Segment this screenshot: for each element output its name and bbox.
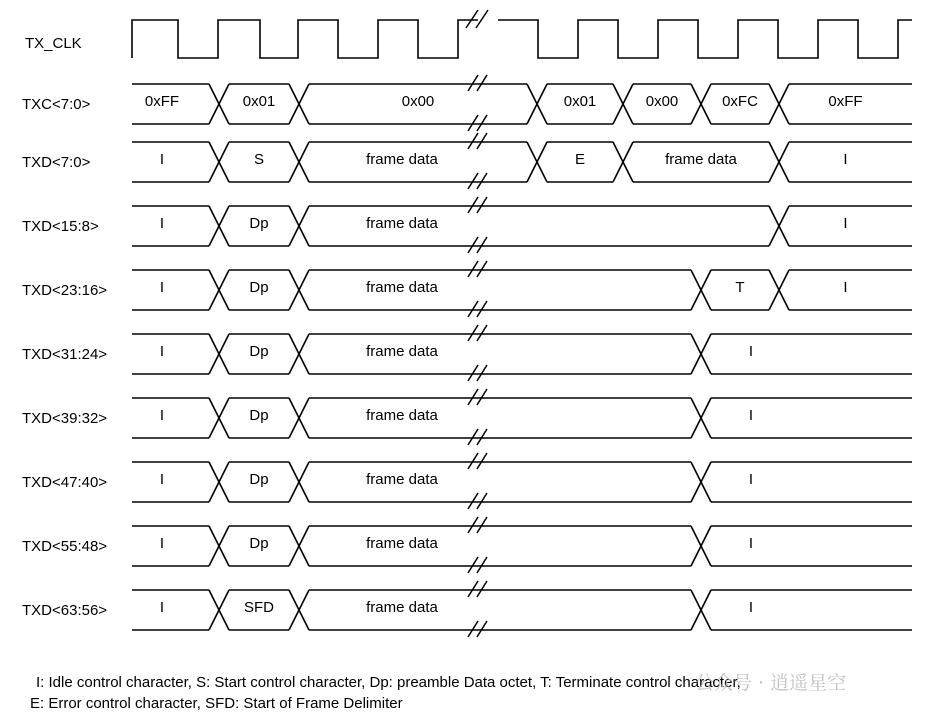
- cell-value: I: [159, 215, 165, 232]
- cell-value: Dp: [249, 407, 269, 424]
- cell-value: I: [748, 407, 754, 424]
- signal-label: TXD<7:0>: [22, 154, 91, 171]
- cell-value: I: [159, 343, 165, 360]
- cell-value: T: [735, 279, 745, 296]
- cell-value: 0xFF: [144, 93, 180, 110]
- signal-row: [22, 581, 912, 637]
- cell-value: I: [159, 151, 165, 168]
- signal-label: TXC<7:0>: [22, 96, 91, 113]
- signal-label: TXD<55:48>: [22, 538, 108, 555]
- clock-label: TX_CLK: [25, 35, 82, 52]
- signal-label: TXD<47:40>: [22, 474, 108, 491]
- clock-break-mark: [466, 10, 488, 28]
- cell-value: frame data: [665, 151, 737, 168]
- signal-row: [22, 453, 912, 509]
- cell-value: frame data: [366, 407, 438, 424]
- cell-value: I: [159, 279, 165, 296]
- cell-value: I: [843, 151, 848, 168]
- bus-waveform: [132, 142, 912, 182]
- cell-value: I: [159, 407, 165, 424]
- signal-label: TXD<63:56>: [22, 602, 108, 619]
- cell-value: SFD: [244, 599, 274, 616]
- signal-row: [22, 389, 912, 445]
- cell-value: Dp: [249, 535, 269, 552]
- cell-value: frame data: [366, 215, 438, 232]
- legend-line-2: E: Error control character, SFD: Start of Frame Delimiter: [30, 695, 403, 712]
- cell-value: frame data: [366, 535, 438, 552]
- cell-value: Dp: [249, 471, 269, 488]
- cell-value: I: [843, 279, 848, 296]
- cell-value: 0x00: [401, 93, 435, 110]
- cell-value: I: [843, 215, 848, 232]
- cell-value: frame data: [366, 279, 438, 296]
- signal-label: TXD<39:32>: [22, 410, 108, 427]
- signal-row: [22, 517, 912, 573]
- clock-waveform: [132, 20, 912, 58]
- signal-row: [22, 75, 912, 131]
- signal-row: [22, 133, 912, 189]
- cell-value: 0x01: [563, 93, 597, 110]
- cell-value: I: [748, 599, 754, 616]
- cell-value: I: [159, 599, 165, 616]
- cell-value: 0xFC: [722, 93, 758, 110]
- cell-value: I: [159, 471, 165, 488]
- cell-value: I: [748, 535, 754, 552]
- cell-value: frame data: [366, 599, 438, 616]
- cell-value: Dp: [249, 215, 269, 232]
- cell-value: 0x01: [242, 93, 276, 110]
- signal-row: [22, 197, 912, 253]
- cell-value: frame data: [366, 471, 438, 488]
- cell-value: Dp: [249, 343, 269, 360]
- cell-value: I: [748, 343, 754, 360]
- signal-row: [22, 325, 912, 381]
- signal-row: [22, 261, 912, 317]
- cell-value: 0x00: [645, 93, 679, 110]
- cell-value: E: [574, 151, 586, 168]
- signal-label: TXD<15:8>: [22, 218, 99, 235]
- cell-value: frame data: [366, 151, 438, 168]
- signal-label: TXD<23:16>: [22, 282, 108, 299]
- signal-label: TXD<31:24>: [22, 346, 108, 363]
- cell-value: Dp: [249, 279, 269, 296]
- cell-value: I: [748, 471, 754, 488]
- cell-value: 0xFF: [828, 93, 863, 110]
- cell-value: I: [159, 535, 165, 552]
- cell-value: frame data: [366, 343, 438, 360]
- watermark: 公众号 · 逍遥星空: [695, 672, 847, 694]
- legend-line-1: I: Idle control character, S: Start control character, Dp: preamble Data octet, T: Terminate control character,: [36, 674, 741, 691]
- cell-value: S: [253, 151, 265, 168]
